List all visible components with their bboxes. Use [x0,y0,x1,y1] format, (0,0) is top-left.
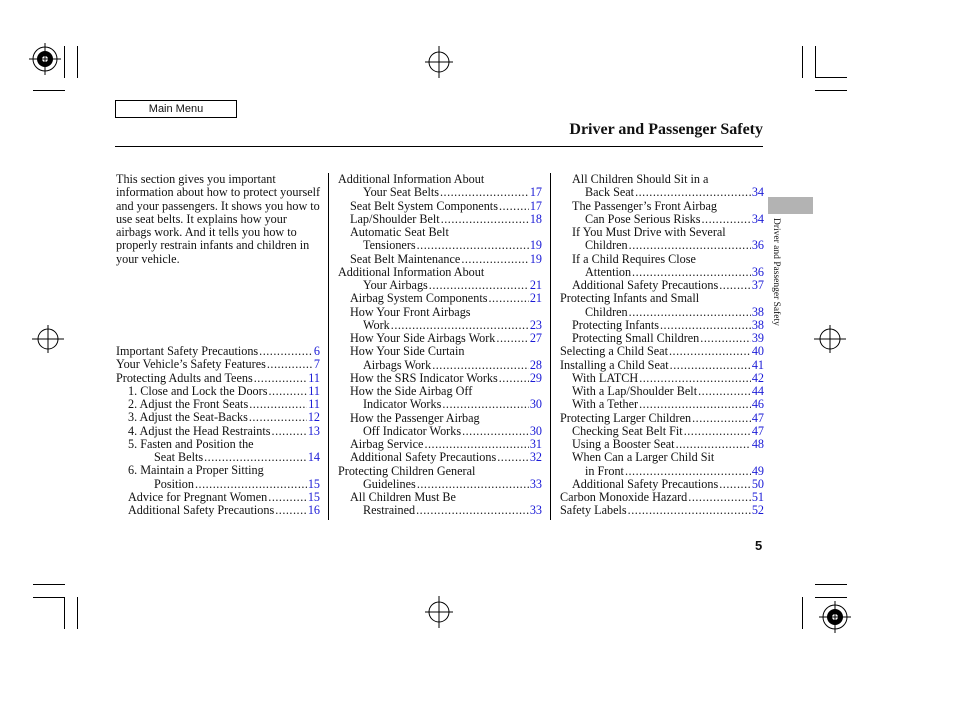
toc-entry-link[interactable] [128,491,320,504]
toc-entry-heading [350,385,542,398]
toc-entry-link[interactable] [572,398,764,411]
toc-entry-title: Seat Belt Maintenance [350,251,461,266]
toc-entry-title: How the Side Airbag Off [350,384,473,398]
toc-entry-link[interactable] [116,358,320,371]
toc-entry-link[interactable] [560,504,764,517]
toc-entry-title: Airbag System Components [350,291,488,306]
toc-entry-link[interactable] [572,438,764,451]
toc-entry-title: Protecting Adults and Teens [116,370,253,385]
toc-page-number[interactable]: 47 [751,423,764,438]
toc-page-number[interactable]: 17 [529,185,542,200]
toc-leader-dots [254,372,308,385]
toc-leader-dots [275,504,307,517]
toc-entry-link[interactable] [363,239,542,252]
toc-entry-link[interactable] [128,504,320,517]
toc-leader-dots [462,425,529,438]
toc-entry-title: Protecting Larger Children [560,410,692,425]
toc-leader-dots [676,438,751,451]
toc-page-number[interactable]: 11 [308,370,320,385]
toc-page-number[interactable]: 32 [529,450,542,465]
toc-entry-title: Using a Booster Seat [572,437,675,451]
toc-page-number[interactable]: 15 [307,489,320,504]
toc-entry-link[interactable] [560,491,764,504]
toc-entry-link[interactable] [560,345,764,358]
toc-page-number[interactable]: 52 [751,503,764,518]
toc-page-number[interactable]: 11 [308,383,320,398]
toc-entry-title: How Your Front Airbags [350,304,471,319]
toc-entry-link[interactable] [363,279,542,292]
star-target-icon [819,601,851,633]
toc-leader-dots [719,279,751,292]
toc-page-number[interactable]: 11 [308,397,320,411]
toc-entry-title: When Can a Larger Child Sit [572,450,715,465]
toc-entry-title: How the SRS Indicator Works [350,370,498,385]
toc-leader-dots [700,332,751,345]
toc-page-number[interactable]: 17 [529,198,542,213]
toc-leader-dots [629,306,751,319]
toc-entry-link[interactable] [350,213,542,226]
toc-leader-dots [268,491,307,504]
toc-entry-title: Additional Safety Precautions [128,503,275,517]
toc-leader-dots [496,332,528,345]
page-number: 5 [755,538,763,553]
toc-entry-title: Your Airbags [363,278,428,292]
toc-leader-dots [424,438,528,451]
toc-entry-title: Safety Labels [560,503,627,518]
toc-entry-title: Additional Safety Precautions [572,278,719,292]
toc-page-number[interactable]: 14 [307,450,320,464]
toc-entry-title: 6. Maintain a Proper Sitting [128,463,264,478]
toc-page-number[interactable]: 36 [751,238,764,253]
toc-page-number[interactable]: 38 [751,304,764,319]
toc-leader-dots [249,411,307,424]
toc-entry-link[interactable] [572,279,764,292]
toc-entry-title: The Passenger’s Front Airbag [572,198,717,213]
toc-entry-title: Seat Belts [154,450,204,464]
toc-entry-link[interactable] [128,398,320,411]
toc-page-number[interactable]: 31 [529,437,542,451]
toc-entry-link[interactable] [572,478,764,491]
toc-leader-dots [629,239,751,252]
toc-entry-title: Back Seat [585,185,635,200]
toc-entry-link[interactable] [560,359,764,372]
toc-entry-heading [572,451,764,464]
toc-entry-link[interactable] [560,412,764,425]
star-target-icon [29,43,61,75]
toc-entry-link[interactable] [350,292,542,305]
toc-entry-title: Important Safety Precautions [116,344,259,358]
toc-leader-dots [698,385,751,398]
toc-entry-link[interactable] [572,332,764,345]
toc-page-number[interactable]: 12 [307,410,320,425]
toc-page-number[interactable]: 29 [529,370,542,385]
toc-page-number[interactable]: 40 [751,344,764,359]
toc-entry-link[interactable] [350,332,542,345]
toc-entry-title: Children [585,304,628,319]
toc-entry-title: How Your Side Airbags Work [350,331,496,345]
toc-entry-title: Protecting Infants and Small [560,291,700,306]
toc-leader-dots [628,504,751,517]
toc-entry-link[interactable] [585,186,764,199]
toc-page-number[interactable]: 33 [529,503,542,518]
toc-entry-title: All Children Must Be [350,490,456,504]
toc-entry-link[interactable] [585,465,764,478]
toc-entry-title: 1. Close and Lock the Doors [128,383,268,398]
main-menu-button[interactable]: Main Menu [115,100,237,118]
toc-leader-dots [272,425,307,438]
toc-page-number[interactable]: 46 [751,397,764,412]
toc-entry-title: How Your Side Curtain [350,344,465,359]
toc-entry-title: How the Passenger Airbag [350,410,480,425]
toc-entry-link[interactable] [363,359,542,372]
toc-entry-title: If You Must Drive with Several [572,225,726,239]
toc-page-number[interactable]: 7 [313,357,320,372]
toc-entry-link[interactable] [128,411,320,424]
toc-page-number[interactable]: 27 [529,331,542,345]
toc-entry-title: Additional Information About [338,172,485,186]
toc-page-number[interactable]: 30 [529,423,542,438]
toc-entry-title: Carbon Monoxide Hazard [560,490,688,504]
toc-leader-dots [499,372,529,385]
toc-entry-heading [350,491,542,504]
page-title: Driver and Passenger Safety [569,121,763,138]
toc-entry-link[interactable] [572,372,764,385]
toc-page-number[interactable]: 6 [313,344,320,358]
toc-page-number[interactable]: 23 [529,317,542,332]
toc-page-number[interactable]: 37 [751,278,764,292]
toc-entry-link[interactable] [350,372,542,385]
toc-leader-dots [632,266,751,279]
toc-page-number[interactable]: 41 [751,357,764,372]
toc-leader-dots [391,319,529,332]
toc-entry-title: Your Seat Belts [363,185,439,200]
toc-page-number[interactable]: 50 [751,476,764,491]
toc-entry-title: 2. Adjust the Front Seats [128,397,249,411]
toc-entry-link[interactable] [116,372,320,385]
toc-leader-dots [488,292,528,305]
toc-entry-heading [350,226,542,239]
toc-page-number[interactable]: 39 [751,331,764,345]
toc-leader-dots [416,504,529,517]
toc-page-number[interactable]: 44 [751,384,764,398]
toc-leader-dots [249,398,307,411]
toc-entry-title: 5. Fasten and Position the [128,436,254,451]
toc-entry-title: Restrained [363,503,416,518]
toc-entry-link[interactable] [572,425,764,438]
toc-leader-dots [417,478,529,491]
toc-entry-title: Advice for Pregnant Women [128,489,268,504]
toc-page-number[interactable]: 51 [751,490,764,504]
toc-page-number[interactable]: 34 [751,185,764,200]
toc-leader-dots [688,491,751,504]
toc-entry-link[interactable] [128,385,320,398]
toc-entry-heading [560,292,764,305]
toc-entry-heading [350,412,542,425]
toc-entry-heading [572,226,764,239]
toc-entry-title: Attention [585,264,632,279]
toc-leader-dots [461,253,528,266]
column-divider [550,173,551,520]
toc-entry-title: With a Tether [572,397,639,412]
toc-entry-title: Lap/Shoulder Belt [350,211,440,226]
toc-leader-dots [625,465,751,478]
toc-entry-heading [350,306,542,319]
toc-leader-dots [440,186,529,199]
toc-entry-heading [338,465,542,478]
toc-entry-heading [128,464,320,477]
toc-entry-heading [572,253,764,266]
toc-entry-title: Protecting Infants [572,317,659,332]
toc-entry-title: Your Vehicle’s Safety Features [116,357,266,372]
toc-entry-link[interactable] [363,186,542,199]
toc-leader-dots [639,398,751,411]
toc-leader-dots [267,358,313,371]
toc-leader-dots [195,478,307,491]
toc-entry-title: Airbags Work [363,357,432,372]
toc-leader-dots [669,345,751,358]
toc-leader-dots [497,451,529,464]
toc-entry-heading [572,173,764,186]
toc-page-number[interactable]: 49 [751,463,764,478]
toc-entry-title: Seat Belt System Components [350,198,498,213]
toc-entry-heading [338,266,542,279]
toc-entry-link[interactable] [350,253,542,266]
toc-entry-link[interactable] [572,385,764,398]
toc-page-number[interactable]: 21 [529,278,542,292]
toc-leader-dots [441,213,529,226]
toc-entry-title: With LATCH [572,370,639,385]
toc-entry-title: Position [154,476,194,491]
toc-entry-title: 3. Adjust the Seat-Backs [128,410,248,425]
column-divider [328,173,329,520]
toc-entry-link[interactable] [363,504,542,517]
toc-entry-link[interactable] [350,451,542,464]
toc-page-number[interactable]: 13 [307,423,320,438]
toc-entry-link[interactable] [363,398,542,411]
toc-page-number[interactable]: 38 [751,317,764,332]
toc-entry-title: in Front [585,463,624,478]
toc-entry-title: Indicator Works [363,397,442,412]
toc-entry-link[interactable] [585,306,764,319]
toc-leader-dots [660,319,751,332]
toc-page-number[interactable]: 48 [751,437,764,451]
toc-page-number[interactable]: 18 [529,211,542,226]
toc-entry-title: Work [363,317,390,332]
toc-entry-link[interactable] [128,425,320,438]
toc-page-number[interactable]: 21 [529,291,542,306]
toc-leader-dots [417,239,529,252]
toc-page-number[interactable]: 42 [751,370,764,385]
toc-entry-heading [338,173,542,186]
toc-entry-title: Airbag Service [350,437,424,451]
toc-leader-dots [268,385,307,398]
toc-page-number[interactable]: 15 [307,476,320,491]
toc-leader-dots [442,398,528,411]
toc-entry-link[interactable] [350,200,542,213]
toc-entry-title: Selecting a Child Seat [560,344,668,359]
toc-entry-title: All Children Should Sit in a [572,172,709,186]
toc-page-number[interactable]: 19 [529,251,542,266]
toc-page-number[interactable]: 33 [529,476,542,491]
toc-leader-dots [639,372,751,385]
toc-entry-title: Additional Safety Precautions [572,476,719,491]
intro-paragraph: This section gives you important information about how to protect yourself and your passengers. It shows you how to use seat belts. It explains how your airbags work. And it tells you how to properly restrain infants and children in your vehicle. [116,172,321,266]
toc-leader-dots [719,478,751,491]
toc-page-number[interactable]: 19 [529,238,542,253]
toc-entry-title: With a Lap/Shoulder Belt [572,384,698,398]
toc-entry-title: Protecting Children General [338,463,476,478]
toc-entry-title: Tensioners [363,238,416,253]
toc-entry-link[interactable] [363,478,542,491]
toc-entry-title: Off Indicator Works [363,423,462,438]
toc-leader-dots [499,200,529,213]
toc-entry-title: Additional Safety Precautions [350,450,497,465]
toc-leader-dots [692,412,751,425]
toc-entry-link[interactable] [154,451,320,464]
toc-entry-heading [572,200,764,213]
toc-entry-link[interactable] [572,319,764,332]
toc-leader-dots [204,451,307,464]
toc-leader-dots [701,213,750,226]
toc-entry-heading [350,345,542,358]
toc-entry-link[interactable] [116,345,320,358]
toc-entry-title: Guidelines [363,476,416,491]
toc-entry-link[interactable] [585,266,764,279]
toc-page-number[interactable]: 16 [307,503,320,517]
toc-entry-title: Protecting Small Children [572,331,700,345]
toc-entry-title: Checking Seat Belt Fit [572,423,683,438]
toc-entry-link[interactable] [363,425,542,438]
toc-page-number[interactable]: 47 [751,410,764,425]
toc-entry-title: 4. Adjust the Head Restraints [128,423,271,438]
toc-page-number[interactable]: 30 [529,397,542,412]
toc-entry-title: If a Child Requires Close [572,251,696,266]
toc-page-number[interactable]: 36 [751,264,764,279]
section-side-tab [768,197,813,214]
toc-entry-link[interactable] [585,239,764,252]
toc-entry-link[interactable] [350,438,542,451]
toc-leader-dots [670,359,751,372]
toc-entry-link[interactable] [585,213,764,226]
toc-entry-title: Additional Information About [338,264,485,279]
toc-leader-dots [429,279,529,292]
toc-entry-title: Children [585,238,628,253]
toc-leader-dots [684,425,751,438]
toc-leader-dots [635,186,751,199]
toc-entry-link[interactable] [363,319,542,332]
toc-page-number[interactable]: 34 [751,211,764,226]
toc-entry-title: Installing a Child Seat [560,357,669,372]
toc-entry-title: Automatic Seat Belt [350,225,449,239]
toc-entry-link[interactable] [154,478,320,491]
toc-entry-title: Can Pose Serious Risks [585,211,701,226]
side-tab-label: Driver and Passenger Safety [771,218,781,326]
toc-entry-heading [128,438,320,451]
title-divider [115,146,763,147]
toc-leader-dots [432,359,529,372]
toc-leader-dots [259,345,313,358]
toc-page-number[interactable]: 28 [529,357,542,372]
